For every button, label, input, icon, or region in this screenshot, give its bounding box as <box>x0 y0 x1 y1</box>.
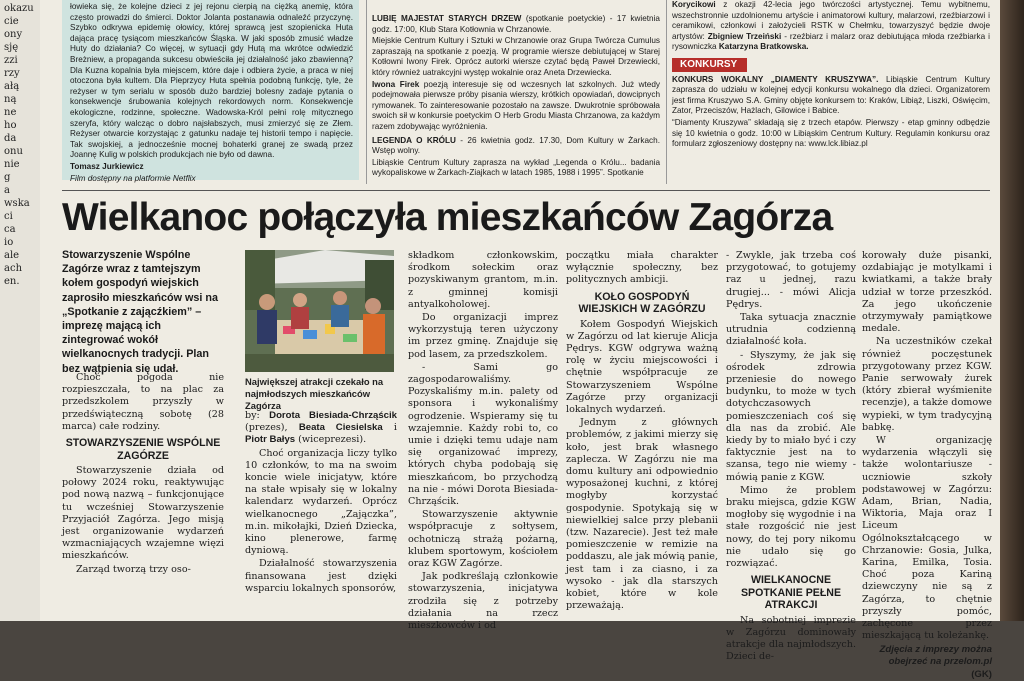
person-name: Piotr Bałys <box>245 434 296 446</box>
left-strip-fragment: da <box>4 133 17 144</box>
contest-text-2: “Diamenty Kruszywa” składają się z trzech etapów. Pierwszy - etap gminny odbędzie się 10 kwietnia o godz. 10:00 w Libiąskim Centrum Kultury. Regulamin konkursu oraz formularz zgłoszeniowy dostępny na: www.lck.libiaz.pl <box>672 117 990 149</box>
left-strip-fragment: a <box>4 185 10 196</box>
article-column-6 <box>862 250 992 680</box>
left-strip-fragment: g <box>4 172 11 183</box>
article-text: by: <box>245 410 270 421</box>
article-lead: Stowarzyszenie Wspólne Zagórze wraz z tamtejszym kołem gospodyń wiejskich zaprosiło mieszkańców wsi na „Spotkanie z zającźkiem” – imprezę mającą ich zintegrować wokół wielkanocnych tradycji. Plan bez wątpienia się udał. <box>62 249 219 375</box>
article-text: (prezes), <box>245 422 299 434</box>
article-column-4 <box>566 250 718 621</box>
event-title-1: LUBIĘ MAJESTAT STARYCH DRZEW <box>372 14 522 23</box>
film-review-text: łowieka się, że kolejne dzieci z jej rejonu cierpią na ciężką anemię, która często prowadzi do śmierci. Doktor Jolanta postanawia odnaleźć przyczynę. Szybko odkrywa epidemię ołowicy, której sprawcą jest szopienicka Huta dająca pracę tysiącom mieszkańców Śląska. W jaki sposób zmusić władze Huty do działania? Co więcej, w sytuacji gdy Hutą ma wkrótce odwiedzić Breżniew, a propaganda sukcesu obwieściła jej działalność jako zbawienną? Dla Kuzna kopalnia była miejscem, które daje i odbiera życie, a praca w niej otoczona była kultem. Dla Pieprzycy Huta spełnia podobną funkcję, tyle, że reżyser w tym serialu w sposób dużo bardziej bolesny zadaje pytania o konsekwencje śrubowania kolejnych rekordowych norm. Konsekwencje ekologiczne, rodzinne, społeczne. Wadowska-Król pełni rolę mitycznego szeryfa, który walcząc o dobro najsłabszych, musi zmierzyć się ze Złem. Reżyser otwarcie korzystając z gatunku nadaje tej historii tempo i napięcie. Tak swojskiej, a jednocześnie mocnej bohaterki granej ze swadą przez Joannę Kulig w polskich produkcjach nie było od dawna. <box>70 2 353 160</box>
article-paragraph: Działalność stowarzyszenia finansowana jest dzięki wsparciu lokalnych sponsorów, <box>245 558 397 594</box>
subheading-kgw: KOŁO GOSPODYŃ WIEJSKICH W ZAGÓRZU <box>578 290 706 316</box>
left-strip-fragment: ne <box>4 107 17 118</box>
article-paragraph: - Sami go zagospodarowaliśmy. Pozyskaliśmy m.in. palety od sponsora i wykonaliśmy ogrodzenie. Wspieramy się tu wzajemnie. Każdy robi to, co umie i dzięki temu udaje nam się organizować imprezy, których chyba podobają się mieszkańcom, bo przychodzą na nie - mówi Dorota Biesiada-Chrząścik. <box>408 361 558 508</box>
contest-title: KONKURS WOKALNY „DIAMENTY KRUSZYWA”. <box>672 74 879 84</box>
left-strip-fragment: onu <box>4 146 23 157</box>
article-paragraph: składkom członkowskim, środkom sołeckim oraz pozyskiwanym grantom, m.in. z gminnej komisji antyalkoholowej. <box>408 250 558 310</box>
article-paragraph: Choć organizacja liczy tylko 10 członków, to ma na swoim koncie wiele inicjatyw, które na stałe wpisały się w lokalny kalendarz wydarzeń. Oprócz wielkanocnego „Zajączka”, m.in. mikołajki, Dzień Dziecka, kino plenerowe, farmę dyniową. <box>245 447 397 557</box>
author-signature: (GK) <box>971 668 992 680</box>
left-strip-fragment: sję <box>4 42 19 53</box>
artists-text-2: - rzeźbiarz i malarz oraz debiutująca młoda rzeźbiarka i rysowniczka <box>672 31 990 52</box>
contest-text: Libiąskie Centrum Kultury zaprasza do udziału w kolejnej edycji konkursu wokalnego dla dzieci. Organizatorem jest firma Kruszywo S.A. Gminy objęte konkursem to: Kraków, Libiąż, Liszki, Oświęcim, Zator, Przeciszów, Hażlach, Gilowice i Babice. <box>672 74 990 116</box>
photo-caption: Największej atrakcji czekało na najmłodszych mieszkańców Zagórza <box>245 376 384 411</box>
left-strip-fragment: nie <box>4 159 20 170</box>
film-review-box <box>62 0 359 183</box>
contests-badge: KONKURSY <box>672 58 747 72</box>
article-paragraph: korowały duże pisanki, ozdabiając je motylkami i kwiatkami, a także brały udział w torze przeszkód. Za jego ukończenie otrzymywały pamiątkowe medale. <box>862 250 992 335</box>
article-paragraph: Zarząd tworzą trzy oso- <box>76 563 191 575</box>
article-paragraph: W organizację wydarzenia włączyli się także wolontariusze - uczniowie szkoły podstawowej w Zagórzu: Adam, Brian, Nadia, Wiktoria, Maja oraz I Liceum Ogólnokształcącego w Chrzanowie: Gosia, Julka, Karina, Emilka, Tosia. Choć poza Kariną dziewczyny nie są z Zagórza, to chętnie przyszły pomóc, zachęcone przez mieszkającą tu koleżankę. <box>862 435 992 642</box>
article-paragraph: Na sobotniej imprezie w Zagórzu dominowały atrakcje dla najmłodszych. Dzieci de- <box>726 614 856 663</box>
artist-name-3: Katarzyna Bratkowska. <box>718 42 809 52</box>
article-paragraph: Stowarzyszenie aktywnie współpracuje z sołtysem, ochotniczą strażą pożarną, klubem sportowym, kościołem oraz KGW Zagórze. <box>408 509 558 570</box>
person-name: Beata Ciesielska <box>298 422 383 434</box>
article-column-2 <box>245 410 397 621</box>
article-paragraph: - Słyszymy, że jak się ośrodek zdrowia przeniesie do nowego budynku, to może w tych dotychczasowych pomieszczeniach coś się dla nas da zrobić. Ale kiedy by to miało być i czy faktycznie jest na to szansa, tego nie wiemy - mówią panie z KGW. <box>726 349 856 483</box>
article-paragraph: Kołem Gospodyń Wiejskich w Zagórzu od lat kieruje Alicja Pędrys. KGW odgrywa ważną rolę w życiu miejscowości i chętnie współpracuje ze Stowarzyszeniem Wspólne Zagórze przy organizacji lokalnych wydarzeń. <box>566 318 718 416</box>
event-text-3: Libiąskie Centrum Kultury zaprasza na wykład „Legenda o Królu... badania wykopaliskowe w Żarkach-Ziajkach w latach 1985, 1988 i 1995”. Spotkanie <box>372 157 660 178</box>
divider <box>366 0 367 184</box>
person-name: Dorota Biesiada-Chrząścik <box>269 410 397 421</box>
event-photo <box>245 250 394 372</box>
article-column-5 <box>726 250 856 663</box>
event-title-2: LEGENDA O KRÓLU <box>372 135 456 145</box>
left-strip-fragment: ach <box>4 263 23 274</box>
photo-credit: Zdjęcia z imprezy można obejrzeć na przelom.pl <box>879 643 992 667</box>
article-column-3 <box>408 250 558 632</box>
divider <box>666 0 667 184</box>
article-column-1 <box>62 372 224 621</box>
left-strip-fragment: ale <box>4 250 20 261</box>
article-paragraph: Do organizacji imprez wykorzystują teren użyczony im przez gminę. Znajduje się pod lasem, za przedszkolem. <box>408 312 558 360</box>
left-strip-fragment: rzy <box>4 68 20 79</box>
event-meta-2: - 26 kwietnia godz. 17.30, Dom Kultury w Żarkach. Wstęp wolny. <box>372 135 660 156</box>
contests-column <box>672 0 990 190</box>
article-paragraph: Stowarzyszenie działa od połowy 2024 roku, reaktywując pod nową nazwą – funkcjonujące tu wcześniej Stowarzyszenie Przyjaciół Zagórza. Jego misją jest organizowanie wydarzeń wzmacniających wzajemne więzi mieszkańców. <box>62 465 224 562</box>
artist-name: Korycikowi <box>672 0 716 9</box>
left-strip-fragment: wska <box>4 198 30 209</box>
article-text: (wiceprezesi). <box>295 434 367 446</box>
event-meta-1: (spotkanie poetyckie) - 17 kwietnia godz. 17:00, Klub Stara Kotłownia w Chrzanowie. <box>372 14 660 34</box>
left-strip-fragment: ną <box>4 94 17 105</box>
article-paragraph: Taka sytuacja znacznie utrudnia codzienną działalność koła. <box>726 312 856 348</box>
film-review-note: Film dostępny na platformie Netflix <box>70 173 196 183</box>
section-divider <box>62 190 990 191</box>
article-paragraph: Na uczestników czekał również poczęstunek przygotowany przez KGW. Panie serwowały żurek (który zbierał wyśmienite recenzje), a także domowe wypieki, w tym tradycyjną babkę. <box>862 336 992 433</box>
event-text-2: poezją interesuje się od wczesnych lat szkolnych. Już wtedy podejmowała pierwsze próby pisania wierszy, krótkich opowiadań, dowcipnych rymowanek. To zainteresowanie pozostało na zawsze. Dwukrotnie spróbowała swoich sił w konkursie poetyckim O Herb Grodu Miasta Chrzanowa, za każdym razem zdobywając wyróżnienia. <box>372 79 661 131</box>
subheading-spotkanie: WIELKANOCNE SPOTKANIE PEŁNE ATRAKCJI <box>740 574 842 612</box>
left-strip-fragment: ałą <box>4 81 20 92</box>
artists-text: z okazji 42-lecia jego twórczości artystycznej. Temu wybitnemu, wszechstronnie uzdolnionemu artyście i animatorowi kultury, malarzowi, rzeźbiarzowi i ceramikowi, członkowi i założycieli RSTK w Chełmku, towarzyszyć będzie dwoje artystów: <box>672 0 990 41</box>
article-paragraph: Choć pogoda nie rozpieszczała, to na plac za przedszkolem przyszły w przedświąteczną sobotę (28 marca) całe rodziny. <box>62 372 224 432</box>
subheading-stowarzyszenie: STOWARZYSZENIE WSPÓLNE ZAGÓRZE <box>65 437 221 462</box>
left-strip-fragment: ca <box>4 224 16 235</box>
film-review-author: Tomasz Jurkiewicz <box>70 161 144 171</box>
left-strip-fragment: zzi <box>4 55 18 66</box>
left-strip-fragment: ho <box>4 120 17 131</box>
left-strip-fragment: okazu <box>4 3 34 14</box>
article-paragraph: początku miała charakter wyłącznie społeczny, bez politycznych ambicji. <box>566 250 718 286</box>
poet-name: Iwona Firek <box>372 79 420 89</box>
artist-name-2: Zbigniew Trzeiński <box>707 31 782 41</box>
headline: Wielkanoc połączyła mieszkańców Zagórza <box>62 196 833 239</box>
left-strip-fragment: en. <box>4 276 20 287</box>
left-strip-fragment: cie <box>4 16 19 27</box>
event-photo-illustration <box>245 250 394 372</box>
article-paragraph: Jak podkreślają członkowie stowarzyszenia, inicjatywa zrodziła się z potrzeby działania na rzecz mieszkowców i od <box>408 571 558 632</box>
left-strip-fragment: ony <box>4 29 23 40</box>
article-paragraph: Mimo że problem braku miejsca, gdzie KGW mogłoby się wygodnie i na stałe rozgościć nie jest nowy, do tej pory nikomu nie udało się go rozwiązać. <box>726 484 856 570</box>
event-text-1: Miejskie Centrum Kultury i Sztuki w Chrzanowie oraz Grupa Twórcza Cumulus zapraszają na spotkanie z poezją. W programie wiersze debiutującej w Starej Kotłowni Iwony Firek. Oprócz autorki wiersze czytać będą Paweł Drzewiecki, który również uatrakcyjni występ wokalnie oraz Aneta Drzewiecka. <box>372 36 660 77</box>
newspaper-page <box>40 0 1000 680</box>
page-edge-shadow <box>1000 0 1024 621</box>
left-strip-fragment: ci <box>4 211 13 222</box>
left-strip-fragment: io <box>4 237 14 248</box>
article-text: i <box>382 422 397 434</box>
events-column <box>372 0 660 190</box>
article-paragraph: Jednym z głównych problemów, z jakimi mierzy się koło, jest brak własnego zaplecza. W Zagórzu nie ma domu kultury ani odpowiednio wyposażonej kuchni, z której mogłyby korzystać gospodynie. Spotykają się w niewielkiej salce przy plebanii (tzw. Nazarecie). Jest też małe pomieszczenie w remizie na poddaszu, ale jak mówią panie, jest tam i za ciasno, i za wysoko - jak dla starszych kobiet, które w kole przeważają. <box>566 417 719 612</box>
article-paragraph: - Zwykle, jak trzeba coś przygotować, to gotujemy raz u jednej, razu drugiej... - mówi Alicja Pędrys. <box>726 250 856 310</box>
